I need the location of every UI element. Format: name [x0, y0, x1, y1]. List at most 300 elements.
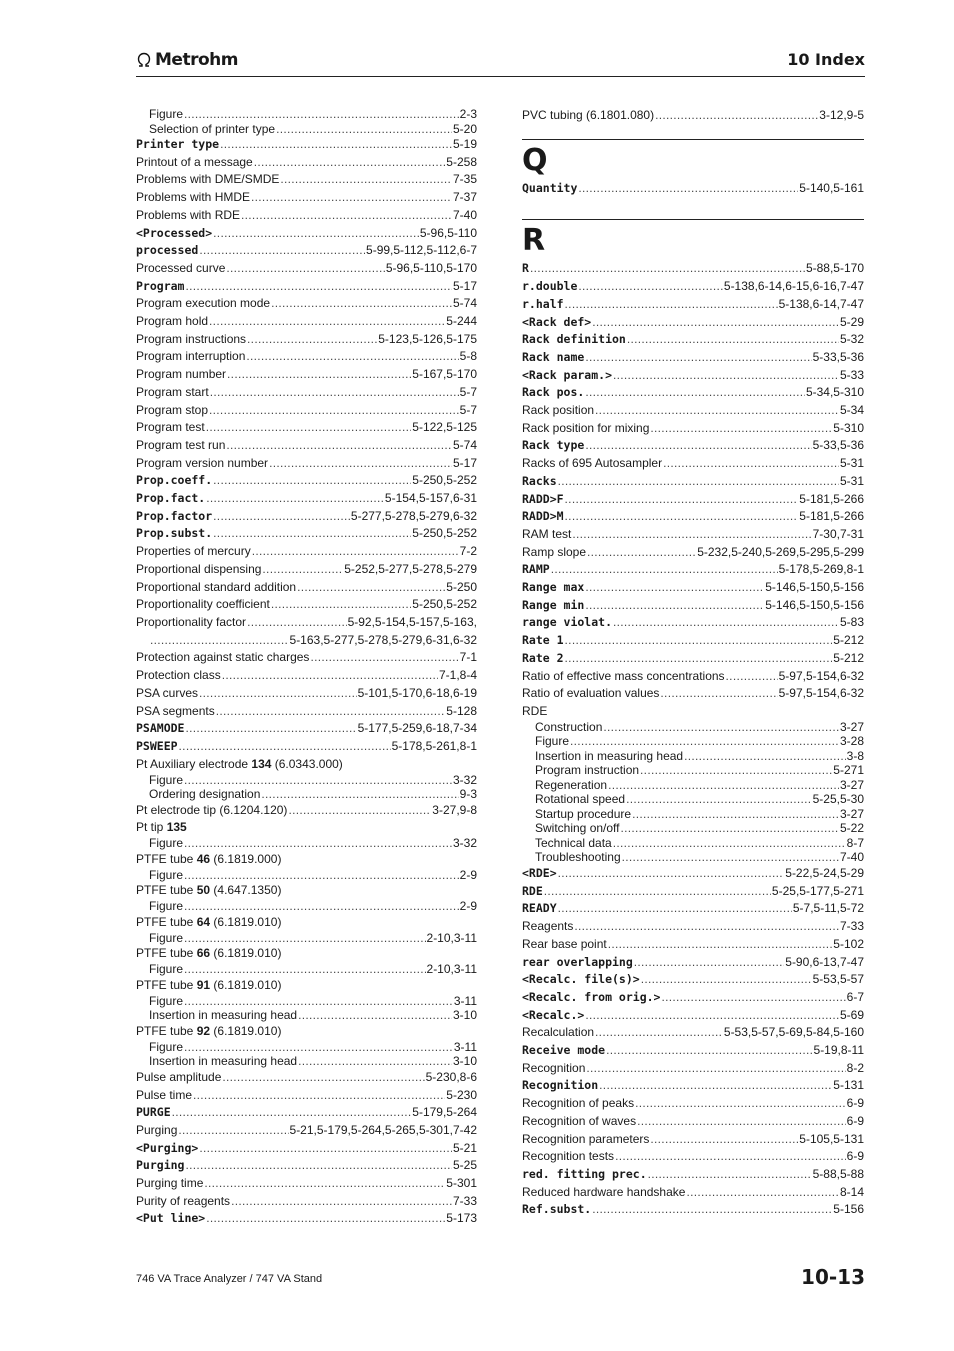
letter-section-r [522, 219, 864, 1219]
dot-leader [251, 189, 452, 207]
index-entry[interactable] [522, 579, 864, 597]
dot-leader [261, 787, 458, 802]
entry-pages: 5-7 [459, 384, 477, 399]
index-entry[interactable] [136, 1087, 477, 1105]
entry-pages: 7-37 [452, 190, 477, 205]
index-entry[interactable] [522, 989, 864, 1007]
index-entry[interactable] [522, 473, 864, 491]
entry-pages: 5-250 [446, 579, 477, 594]
dot-leader [193, 1087, 445, 1105]
entry-pages: 5-31 [839, 456, 864, 471]
entry-term: Proportional dispensing [136, 561, 262, 576]
entry-term: Ratio of effective mass concentrations [522, 668, 725, 683]
index-subentry[interactable] [136, 836, 477, 851]
index-entry[interactable] [522, 865, 864, 883]
index-entry[interactable] [136, 437, 477, 455]
index-entry[interactable] [136, 225, 477, 243]
order-number: (6.1819.010) [210, 977, 282, 992]
dot-leader [592, 314, 839, 332]
index-subentry[interactable] [136, 1040, 477, 1055]
entry-term: Proportionality factor [136, 614, 247, 629]
entry-pages: 5-20 [452, 121, 477, 136]
dot-leader [558, 865, 785, 883]
dot-leader [565, 508, 799, 526]
dot-leader [650, 1131, 798, 1149]
entry-pages: 3-32 [452, 772, 477, 787]
entry-pages: 5-21 [452, 1140, 477, 1155]
entry-term: Program [136, 278, 185, 293]
entry-pages: 5-8 [459, 349, 477, 364]
entry-term: Prop.factor [136, 508, 213, 523]
entry-term: Pulse amplitude [136, 1069, 222, 1084]
index-subentry[interactable] [522, 850, 864, 865]
index-entry[interactable] [522, 180, 864, 198]
dot-leader [216, 703, 446, 721]
dot-leader [558, 473, 839, 491]
index-entry[interactable] [136, 1140, 477, 1158]
entry-term: Program start [136, 384, 209, 399]
index-entry[interactable] [136, 1157, 477, 1175]
index-subentry[interactable] [136, 107, 477, 122]
entry-pages: 6-9 [846, 1113, 864, 1128]
entry-pages: 5-258 [446, 154, 477, 169]
entry-term: <RDE> [522, 865, 557, 880]
index-entry[interactable] [136, 632, 477, 650]
entry-pages: 5-140,5-161 [799, 180, 864, 195]
dot-leader [184, 868, 459, 883]
dot-leader [663, 455, 839, 473]
entry-term: range violat. [522, 615, 613, 630]
heading-text: Pt Auxiliary electrode [136, 756, 252, 771]
index-entry[interactable] [136, 348, 477, 366]
item-number: 135 [166, 820, 187, 835]
entry-term: Figure [149, 930, 184, 945]
index-subentry[interactable] [522, 807, 864, 822]
dot-leader [209, 402, 459, 420]
entry-pages: 5-34,5-310 [805, 385, 864, 400]
entry-pages: 5-123,5-126,5-175 [378, 331, 477, 346]
index-entry[interactable] [136, 331, 477, 349]
index-entry[interactable] [136, 667, 477, 685]
entry-term: RAMP [522, 562, 550, 577]
entry-term: <Rack def> [522, 314, 592, 329]
index-entry[interactable] [136, 295, 477, 313]
index-entry[interactable] [522, 526, 864, 544]
entry-term: Figure [149, 836, 184, 851]
index-entry[interactable] [136, 1193, 477, 1211]
entry-term: <Recalc. file(s)> [522, 972, 640, 987]
dot-leader [184, 1040, 453, 1055]
dot-leader [298, 1054, 452, 1069]
index-subentry[interactable] [522, 792, 864, 807]
index-entry[interactable] [136, 738, 477, 756]
index-entry[interactable] [136, 1175, 477, 1193]
index-entry[interactable] [136, 525, 477, 543]
index-entry[interactable] [522, 278, 864, 296]
entry-term: Rack position [522, 403, 595, 418]
entry-pages: 6-9 [846, 1096, 864, 1111]
index-entry[interactable] [136, 384, 477, 402]
index-subentry[interactable] [136, 773, 477, 788]
dot-leader [632, 807, 839, 822]
index-subentry[interactable] [522, 734, 864, 749]
index-subentry[interactable] [522, 763, 864, 778]
index-heading [136, 977, 477, 994]
index-entry[interactable] [522, 650, 864, 668]
entry-pages: 5-97,5-154,6-32 [778, 686, 864, 701]
entry-pages: 3-28 [839, 734, 864, 749]
index-entry[interactable] [136, 207, 477, 225]
entry-term: Figure [149, 107, 184, 121]
dot-leader [199, 242, 365, 260]
entry-term: PVC tubing (6.1801.080) [522, 108, 655, 122]
index-subentry[interactable] [136, 994, 477, 1009]
entry-term: Receive mode [522, 1043, 606, 1058]
index-entry[interactable] [522, 402, 864, 420]
index-entry[interactable] [522, 668, 864, 686]
entry-term: Regeneration [535, 777, 608, 792]
entry-term: Rack position for mixing [522, 420, 650, 435]
entry-pages: 5-92,5-154,5-157,5-163, [347, 614, 477, 629]
index-entry[interactable] [136, 1210, 477, 1228]
entry-pages: 5-277,5-278,5-279,6-32 [350, 508, 477, 523]
index-entry[interactable] [136, 685, 477, 703]
dot-leader [150, 632, 289, 650]
index-entry[interactable] [136, 154, 477, 172]
entry-pages: 2-9 [459, 867, 477, 882]
entry-pages: 2-9 [459, 899, 477, 914]
entry-term: Protection class [136, 668, 221, 683]
entry-term: Insertion in measuring head [149, 1054, 298, 1069]
entry-term: Insertion in measuring head [149, 1008, 298, 1023]
dot-leader [199, 685, 357, 703]
index-entry[interactable] [522, 260, 864, 278]
dot-leader [634, 954, 784, 972]
entry-term: Proportionality coefficient [136, 597, 270, 612]
order-number: (6.1819.010) [210, 946, 282, 961]
index-entry[interactable] [136, 561, 477, 579]
entry-term: Rear base point [522, 936, 607, 951]
order-number: (4.647.1350) [210, 883, 282, 898]
entry-pages: 5-212 [833, 650, 864, 665]
entry-pages: 5-232,5-240,5-269,5-295,5-299 [697, 544, 864, 559]
entry-term: Proportional standard addition [136, 579, 297, 594]
index-entry[interactable] [522, 1184, 864, 1202]
entry-pages: 5-19,8-11 [813, 1043, 864, 1058]
entry-term: Problems with RDE [136, 207, 241, 222]
dot-leader [613, 367, 839, 385]
dot-leader [622, 850, 839, 865]
dot-leader [648, 1166, 812, 1184]
entry-pages: 5-33,5-36 [812, 349, 864, 364]
index-entry[interactable] [136, 260, 477, 278]
dot-leader [310, 649, 458, 667]
index-subentry[interactable] [522, 836, 864, 851]
dot-leader [213, 225, 419, 243]
index-subentry[interactable] [136, 787, 477, 802]
entry-term: Troubleshooting [535, 850, 621, 865]
index-entry[interactable] [136, 455, 477, 473]
index-subentry[interactable] [522, 821, 864, 836]
index-entry[interactable] [522, 918, 864, 936]
index-entry[interactable] [522, 614, 864, 632]
entry-term: rear overlapping [522, 954, 633, 969]
dot-leader [615, 1148, 846, 1166]
index-subentry[interactable] [522, 749, 864, 764]
dot-leader [213, 508, 350, 526]
entry-term: <Put line> [136, 1211, 206, 1226]
item-number: 64 [196, 914, 211, 929]
dot-leader [586, 1060, 845, 1078]
index-entry[interactable] [522, 1201, 864, 1219]
entry-pages: 5-17 [452, 455, 477, 470]
index-entry[interactable] [522, 107, 864, 125]
index-entry[interactable] [136, 472, 477, 490]
index-entry[interactable] [522, 936, 864, 954]
entry-pages: 3-10 [452, 1054, 477, 1069]
index-entry[interactable] [522, 508, 864, 526]
index-entry[interactable] [522, 296, 864, 314]
entry-pages: 5-178,5-261,8-1 [391, 738, 477, 753]
entry-term: Program stop [136, 402, 209, 417]
entry-term: Program hold [136, 314, 209, 329]
index-entry[interactable] [136, 543, 477, 561]
entry-term: Rack type [522, 438, 585, 453]
index-subentry[interactable] [136, 899, 477, 914]
index-entry[interactable] [522, 900, 864, 918]
index-entry[interactable] [522, 954, 864, 972]
index-entry[interactable] [522, 561, 864, 579]
index-heading [136, 1023, 477, 1040]
index-entry[interactable] [136, 1104, 477, 1122]
index-entry[interactable] [136, 490, 477, 508]
dot-leader [222, 667, 438, 685]
dot-leader [247, 614, 347, 632]
entry-term: Problems with HMDE [136, 190, 251, 205]
index-entry[interactable] [522, 1042, 864, 1060]
index-subentry[interactable] [522, 778, 864, 793]
entry-term: PSA segments [136, 703, 215, 718]
dot-leader [585, 437, 811, 455]
entry-term: Recognition of waves [522, 1113, 637, 1128]
index-entry[interactable] [136, 136, 477, 154]
dot-leader [172, 1104, 412, 1122]
entry-term: Program test run [136, 437, 226, 452]
index-entry[interactable] [522, 1077, 864, 1095]
index-entry[interactable] [136, 579, 477, 597]
index-entry[interactable] [136, 649, 477, 667]
entry-pages: 3-27 [839, 777, 864, 792]
entry-term: Program test [136, 420, 205, 435]
dot-leader [637, 1113, 846, 1131]
index-entry[interactable] [522, 597, 864, 615]
entry-pages: 5-250,5-252 [412, 597, 477, 612]
dot-leader [199, 1140, 452, 1158]
entry-term: PSAMODE [136, 721, 185, 736]
index-entry[interactable] [136, 242, 477, 260]
index-entry[interactable] [522, 1148, 864, 1166]
index-entry[interactable] [522, 1113, 864, 1131]
dot-leader [220, 136, 452, 154]
entry-term: Pt electrode tip (6.1204.120) [136, 802, 288, 817]
index-entry[interactable] [136, 313, 477, 331]
entry-term: Program interruption [136, 349, 246, 364]
dot-leader [271, 295, 452, 313]
entry-pages: 3-10 [452, 1008, 477, 1023]
order-number: (6.1819.000) [210, 851, 282, 866]
entry-term: Recognition [522, 1078, 599, 1093]
item-number: 91 [196, 977, 211, 992]
index-subentry[interactable] [136, 962, 477, 977]
dot-leader [184, 836, 452, 851]
index-subentry[interactable] [136, 1008, 477, 1023]
entry-pages: 6-9 [846, 1149, 864, 1164]
dot-leader [179, 738, 391, 756]
entry-pages: 5-178,5-269,8-1 [778, 562, 864, 577]
entry-pages: 5-173 [446, 1211, 477, 1226]
index-entry[interactable] [522, 544, 864, 562]
index-entry[interactable] [136, 171, 477, 189]
entry-pages: 8-14 [839, 1184, 864, 1199]
index-entry[interactable] [136, 596, 477, 614]
footer-product: 746 VA Trace Analyzer / 747 VA Stand [136, 1273, 323, 1285]
dot-leader [585, 349, 811, 367]
entry-term: Insertion in measuring head [535, 748, 684, 763]
entry-pages: 5-74 [452, 437, 477, 452]
index-entry[interactable] [522, 1095, 864, 1113]
index-heading [136, 882, 477, 899]
index-entry[interactable] [136, 1122, 477, 1140]
entry-pages: 5-271 [833, 763, 864, 778]
entry-pages: 5-7,5-11,5-72 [792, 901, 864, 916]
entry-pages: 5-17 [452, 278, 477, 293]
dot-leader [288, 802, 431, 820]
index-entry[interactable] [136, 802, 477, 820]
index-subentry[interactable] [136, 868, 477, 883]
entry-pages: 5-156 [833, 1202, 864, 1217]
entry-term: RADD>M [522, 509, 564, 524]
entry-term: Prop.subst. [136, 526, 213, 541]
index-entry[interactable] [136, 1069, 477, 1087]
index-entry[interactable] [522, 491, 864, 509]
dot-leader [585, 384, 805, 402]
entry-term: RADD>F [522, 491, 564, 506]
dot-leader [551, 561, 778, 579]
dot-leader [587, 544, 696, 562]
entry-term: PURGE [136, 1105, 171, 1120]
index-entry[interactable] [522, 685, 864, 703]
index-entry[interactable] [522, 420, 864, 438]
index-entry[interactable] [522, 883, 864, 901]
entry-pages: 5-181,5-266 [799, 509, 864, 524]
index-entry[interactable] [522, 1060, 864, 1078]
index-entry[interactable] [522, 1007, 864, 1025]
entry-term: R [522, 261, 529, 276]
dot-leader [184, 994, 453, 1009]
dot-leader [585, 1007, 839, 1025]
index-entry[interactable] [136, 419, 477, 437]
dot-leader [247, 331, 377, 349]
entry-term: <Recalc.> [522, 1007, 585, 1022]
index-entry[interactable] [136, 508, 477, 526]
entry-term: Recognition tests [522, 1149, 615, 1164]
entry-term: Rate 1 [522, 633, 564, 648]
entry-pages: 7-2 [459, 544, 477, 559]
entry-term: Protection against static charges [136, 650, 310, 665]
index-subentry[interactable] [136, 1054, 477, 1069]
section-title: 10 Index [787, 50, 865, 69]
index-entry[interactable] [136, 720, 477, 738]
index-entry[interactable] [136, 614, 477, 632]
entry-pages: 5-128 [446, 703, 477, 718]
entry-term: Figure [149, 772, 184, 787]
item-number: 134 [251, 756, 272, 771]
entry-pages: 5-88,5-170 [805, 261, 864, 276]
index-entry[interactable] [522, 367, 864, 385]
index-entry[interactable] [522, 1024, 864, 1042]
entry-term: Purity of reagents [136, 1193, 231, 1208]
dot-leader [565, 491, 799, 509]
page-number: 10-13 [801, 1265, 865, 1289]
index-subentry[interactable] [136, 122, 477, 137]
index-entry[interactable] [522, 632, 864, 650]
item-number: 46 [196, 851, 211, 866]
index-subentry[interactable] [522, 720, 864, 735]
entry-term: Program version number [136, 455, 269, 470]
entry-term: Purging time [136, 1176, 204, 1191]
entry-pages: 5-250,5-252 [412, 526, 477, 541]
index-entry[interactable] [522, 455, 864, 473]
index-entry[interactable] [522, 1166, 864, 1184]
entry-term: Processed curve [136, 260, 226, 275]
entry-term: Rack name [522, 349, 585, 364]
page-header [136, 50, 865, 77]
dot-leader [603, 720, 839, 735]
dot-leader [184, 931, 426, 946]
entry-pages: 3-27,9-8 [432, 802, 477, 817]
index-entry[interactable] [136, 366, 477, 384]
index-entry[interactable] [136, 703, 477, 721]
entry-term: Recognition parameters [522, 1131, 650, 1146]
entry-term: Recognition [522, 1060, 586, 1075]
entry-term: RAM test [522, 526, 572, 541]
index-entry[interactable] [522, 437, 864, 455]
index-entry[interactable] [522, 349, 864, 367]
entry-pages: 5-32 [839, 332, 864, 347]
dot-leader [231, 1193, 452, 1211]
index-entry[interactable] [522, 331, 864, 349]
index-entry[interactable] [136, 278, 477, 296]
index-heading [522, 703, 864, 720]
index-entry[interactable] [522, 1131, 864, 1149]
entry-pages: 5-105,5-131 [799, 1131, 864, 1146]
index-entry[interactable] [522, 971, 864, 989]
dot-leader [185, 1157, 452, 1175]
index-subentry[interactable] [136, 931, 477, 946]
entry-pages: 5-154,5-157,6-31 [384, 491, 477, 506]
entry-pages: 5-25,5-30 [812, 792, 864, 807]
entry-pages: 5-212 [833, 633, 864, 648]
entry-pages: 5-22,5-24,5-29 [785, 865, 864, 880]
entry-term: Ratio of evaluation values [522, 686, 660, 701]
index-entry[interactable] [522, 384, 864, 402]
heading-text: RDE [522, 703, 548, 718]
entry-pages: 5-34 [839, 403, 864, 418]
index-entry[interactable] [136, 189, 477, 207]
entry-pages: 5-101,5-170,6-18,6-19 [357, 685, 477, 700]
index-entry[interactable] [136, 402, 477, 420]
index-entry[interactable] [522, 314, 864, 332]
